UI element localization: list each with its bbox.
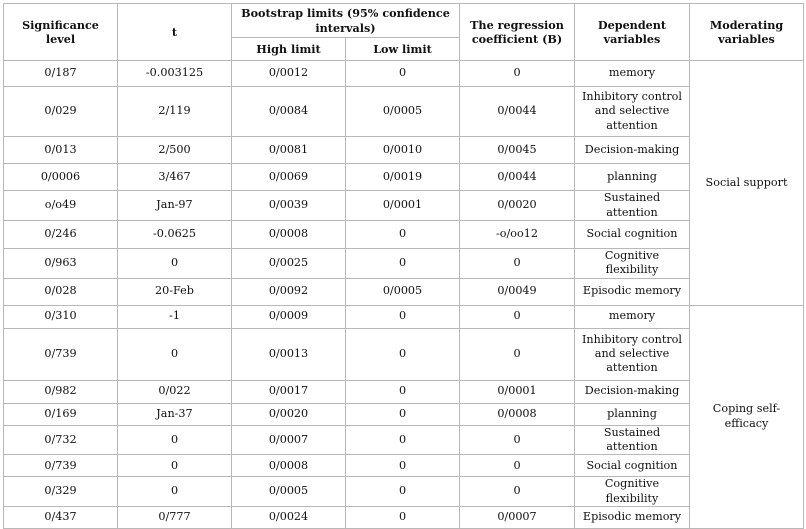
- low-limit-cell: 0: [346, 425, 460, 455]
- moderating-variable-cell: Coping self-efficacy: [690, 305, 804, 528]
- header-dependent: Dependent variables: [575, 4, 690, 61]
- coefficient-cell: 0/0044: [460, 164, 575, 191]
- header-t: t: [118, 4, 232, 61]
- table-body: [4, 61, 804, 529]
- coefficient-cell: 0/0007: [460, 506, 575, 528]
- coefficient-cell: 0: [460, 61, 575, 87]
- header-high-limit: High limit: [232, 38, 346, 61]
- low-limit-cell: 0: [346, 506, 460, 528]
- table-row: [4, 191, 804, 221]
- t-cell: Jan-37: [118, 403, 232, 425]
- t-cell: 0: [118, 477, 232, 507]
- table-row: [4, 221, 804, 249]
- table-row: [4, 425, 804, 455]
- coefficient-cell: 0: [460, 455, 575, 477]
- t-cell: 0: [118, 249, 232, 279]
- coefficient-cell: 0/0008: [460, 403, 575, 425]
- dependent-variable-cell: Social cognition: [575, 221, 690, 249]
- high-limit-cell: 0/0092: [232, 278, 346, 305]
- low-limit-cell: 0: [346, 328, 460, 380]
- t-cell: 2/119: [118, 87, 232, 137]
- coefficient-cell: 0/0049: [460, 278, 575, 305]
- t-cell: 0: [118, 455, 232, 477]
- low-limit-cell: 0: [346, 249, 460, 279]
- significance-cell: 0/028: [4, 278, 118, 305]
- low-limit-cell: 0: [346, 403, 460, 425]
- significance-cell: 0/246: [4, 221, 118, 249]
- table-row: [4, 380, 804, 403]
- low-limit-cell: 0/0001: [346, 191, 460, 221]
- significance-cell: o/o49: [4, 191, 118, 221]
- significance-cell: 0/739: [4, 328, 118, 380]
- t-cell: 0: [118, 425, 232, 455]
- low-limit-cell: 0/0010: [346, 137, 460, 164]
- table-row: [4, 328, 804, 380]
- t-cell: -0.0625: [118, 221, 232, 249]
- header-low-limit: Low limit: [346, 38, 460, 61]
- table-row: [4, 278, 804, 305]
- t-cell: -1: [118, 305, 232, 328]
- dependent-variable-cell: Sustained attention: [575, 425, 690, 455]
- low-limit-cell: 0/0005: [346, 278, 460, 305]
- significance-cell: 0/329: [4, 477, 118, 507]
- high-limit-cell: 0/0012: [232, 61, 346, 87]
- significance-cell: 0/013: [4, 137, 118, 164]
- high-limit-cell: 0/0005: [232, 477, 346, 507]
- dependent-variable-cell: Social cognition: [575, 455, 690, 477]
- coefficient-cell: 0: [460, 249, 575, 279]
- coefficient-cell: 0/0045: [460, 137, 575, 164]
- low-limit-cell: 0/0019: [346, 164, 460, 191]
- table-header: [4, 4, 804, 61]
- high-limit-cell: 0/0013: [232, 328, 346, 380]
- dependent-variable-cell: Decision-making: [575, 380, 690, 403]
- table-row: [4, 455, 804, 477]
- table-row: [4, 87, 804, 137]
- coefficient-cell: 0: [460, 425, 575, 455]
- coefficient-cell: 0/0044: [460, 87, 575, 137]
- high-limit-cell: 0/0081: [232, 137, 346, 164]
- header-significance: Significance level: [4, 4, 118, 61]
- low-limit-cell: 0: [346, 61, 460, 87]
- coefficient-cell: 0: [460, 328, 575, 380]
- header-moderating: Moderating variables: [690, 4, 804, 61]
- high-limit-cell: 0/0017: [232, 380, 346, 403]
- dependent-variable-cell: Cognitive flexibility: [575, 477, 690, 507]
- low-limit-cell: 0/0005: [346, 87, 460, 137]
- dependent-variable-cell: planning: [575, 403, 690, 425]
- significance-cell: 0/963: [4, 249, 118, 279]
- significance-cell: 0/0006: [4, 164, 118, 191]
- moderating-variable-cell: Social support: [690, 61, 804, 306]
- significance-cell: 0/732: [4, 425, 118, 455]
- coefficient-cell: -o/oo12: [460, 221, 575, 249]
- high-limit-cell: 0/0009: [232, 305, 346, 328]
- coefficient-cell: 0: [460, 305, 575, 328]
- dependent-variable-cell: planning: [575, 164, 690, 191]
- t-cell: 0: [118, 328, 232, 380]
- table-row: [4, 506, 804, 528]
- low-limit-cell: 0: [346, 221, 460, 249]
- coefficient-cell: 0: [460, 477, 575, 507]
- dependent-variable-cell: memory: [575, 305, 690, 328]
- header-coefficient: The regression coefficient (B): [460, 4, 575, 61]
- regression-table: [3, 3, 804, 529]
- t-cell: 3/467: [118, 164, 232, 191]
- dependent-variable-cell: Decision-making: [575, 137, 690, 164]
- low-limit-cell: 0: [346, 455, 460, 477]
- high-limit-cell: 0/0024: [232, 506, 346, 528]
- t-cell: -0.003125: [118, 61, 232, 87]
- significance-cell: 0/029: [4, 87, 118, 137]
- high-limit-cell: 0/0039: [232, 191, 346, 221]
- table-row: [4, 137, 804, 164]
- low-limit-cell: 0: [346, 380, 460, 403]
- high-limit-cell: 0/0025: [232, 249, 346, 279]
- high-limit-cell: 0/0008: [232, 455, 346, 477]
- table-row: [4, 164, 804, 191]
- high-limit-cell: 0/0007: [232, 425, 346, 455]
- table-row: [4, 249, 804, 279]
- coefficient-cell: 0/0020: [460, 191, 575, 221]
- significance-cell: 0/187: [4, 61, 118, 87]
- significance-cell: 0/982: [4, 380, 118, 403]
- high-limit-cell: 0/0084: [232, 87, 346, 137]
- table-row: [4, 61, 804, 87]
- significance-cell: 0/310: [4, 305, 118, 328]
- high-limit-cell: 0/0069: [232, 164, 346, 191]
- low-limit-cell: 0: [346, 305, 460, 328]
- significance-cell: 0/739: [4, 455, 118, 477]
- dependent-variable-cell: Sustained attention: [575, 191, 690, 221]
- dependent-variable-cell: Cognitive flexibility: [575, 249, 690, 279]
- t-cell: 2/500: [118, 137, 232, 164]
- header-bootstrap: Bootstrap limits (95% confidence intervals): [232, 4, 460, 38]
- dependent-variable-cell: Inhibitory control and selective attention: [575, 328, 690, 380]
- t-cell: 0/022: [118, 380, 232, 403]
- high-limit-cell: 0/0020: [232, 403, 346, 425]
- dependent-variable-cell: Inhibitory control and selective attention: [575, 87, 690, 137]
- high-limit-cell: 0/0008: [232, 221, 346, 249]
- t-cell: Jan-97: [118, 191, 232, 221]
- table-row: [4, 305, 804, 328]
- coefficient-cell: 0/0001: [460, 380, 575, 403]
- low-limit-cell: 0: [346, 477, 460, 507]
- dependent-variable-cell: Episodic memory: [575, 506, 690, 528]
- t-cell: 0/777: [118, 506, 232, 528]
- dependent-variable-cell: Episodic memory: [575, 278, 690, 305]
- significance-cell: 0/437: [4, 506, 118, 528]
- table-row: [4, 403, 804, 425]
- t-cell: 20-Feb: [118, 278, 232, 305]
- table-row: [4, 477, 804, 507]
- significance-cell: 0/169: [4, 403, 118, 425]
- dependent-variable-cell: memory: [575, 61, 690, 87]
